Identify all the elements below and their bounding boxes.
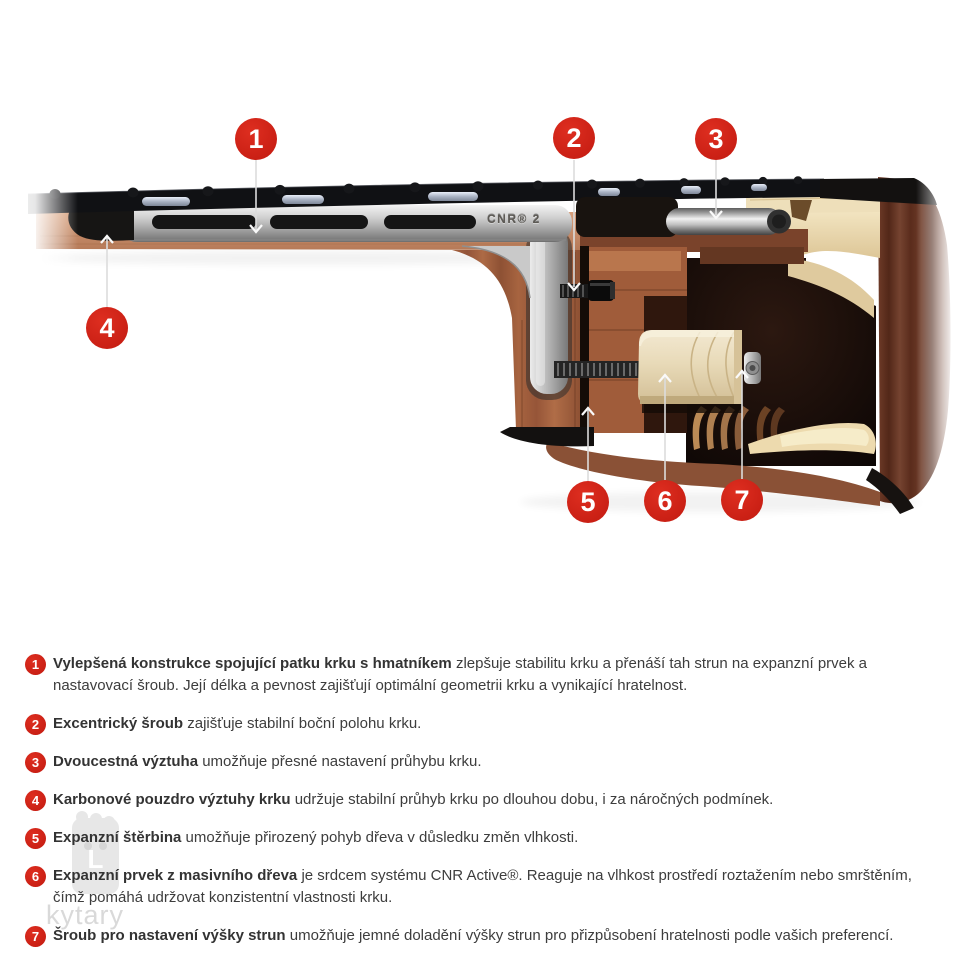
watermark-label: kytary: [46, 900, 125, 930]
legend-text-7: [53, 925, 893, 947]
legend-desc: zlepšuje stabilitu krku a přenáší tah strun na expanzní prvek a nastavovací šroub. Její délka a pevnost zajišťují optimální geometrii krku a vynikající hratelnost.: [53, 655, 868, 694]
legend-term: Expanzní prvek z masivního dřeva: [53, 867, 298, 884]
callout-2: 2: [553, 117, 595, 159]
legend-desc: zajišťuje stabilní boční polohu krku.: [187, 715, 422, 732]
legend-item-6: [25, 865, 935, 909]
legend-text-3: [53, 751, 482, 773]
expansion-gap: [580, 246, 589, 430]
arm-highlight: [536, 232, 545, 386]
logo-letter: L: [87, 844, 104, 874]
legend-badge-4: 4: [25, 790, 46, 811]
legend-term: Excentrický šroub: [53, 715, 184, 732]
legend-term: Expanzní štěrbina: [53, 829, 182, 846]
legend-item-4: [25, 789, 935, 811]
legend-item-3: [25, 751, 935, 773]
legend-list: [25, 653, 935, 963]
legend-badge-7: 7: [25, 926, 46, 947]
heel-cap: [500, 427, 594, 446]
callout-7: 7: [721, 479, 763, 521]
adjustment-rod: [554, 361, 650, 378]
legend-badge-5: 5: [25, 828, 46, 849]
callout-6: 6: [644, 480, 686, 522]
legend-term: Šroub pro nastavení výšky strun: [53, 927, 286, 944]
legend-desc: udržuje stabilní průhyb krku po dlouhou dobu, i za náročných podmínek.: [294, 791, 774, 808]
callout-3: 3: [695, 118, 737, 160]
legend-desc: umožňuje přesné nastavení průhybu krku.: [202, 753, 482, 770]
legend-desc: umožňuje jemné doladění výšky strun pro přizpůsobení hratelnosti podle vašich preferencí.: [289, 927, 894, 944]
legend-text-5: [53, 827, 578, 849]
legend-item-7: [25, 925, 935, 947]
legend-item-2: [25, 713, 935, 735]
heel-board-step: [700, 247, 804, 264]
truss-rod-cylinder: [666, 208, 782, 235]
frame-slots: [152, 215, 476, 229]
legend-badge-2: 2: [25, 714, 46, 735]
callout-4: 4: [86, 307, 128, 349]
legend-desc: je srdcem systému CNR Active®. Reaguje na vlhkost prostředí roztažením nebo smrštěním, čímž pomáhá udržovat konzistentní vlastnosti krku.: [53, 867, 912, 906]
fretboard-spacer: [576, 197, 678, 237]
legend-desc: umožňuje přirozený pohyb dřeva v důsledku změn vlhkosti.: [185, 829, 579, 846]
legend-text-1: [53, 653, 933, 697]
legend-text-2: [53, 713, 421, 735]
legend-item-5: [25, 827, 935, 849]
expansion-element: [638, 330, 742, 413]
legend-badge-6: 6: [25, 866, 46, 887]
legend-text-6: [53, 865, 933, 909]
legend-term: Karbonové pouzdro výztuhy krku: [53, 791, 291, 808]
legend-term: Vylepšená konstrukce spojující patku krku s hmatníkem: [53, 655, 452, 672]
legend-term: Dvoucestná výztuha: [53, 753, 199, 770]
legend-text-4: [53, 789, 773, 811]
cylinder-end-core: [772, 215, 786, 229]
legend-badge-1: 1: [25, 654, 46, 675]
right-fade: [916, 150, 966, 540]
cnr-engraving: CNR® 2: [487, 212, 541, 226]
body-block-top: [589, 251, 681, 271]
callout-1: 1: [235, 118, 277, 160]
left-fade: [0, 150, 78, 390]
string-height-screw: [744, 352, 761, 384]
callout-5: 5: [567, 481, 609, 523]
legend-item-1: [25, 653, 935, 697]
legend-badge-3: 3: [25, 752, 46, 773]
